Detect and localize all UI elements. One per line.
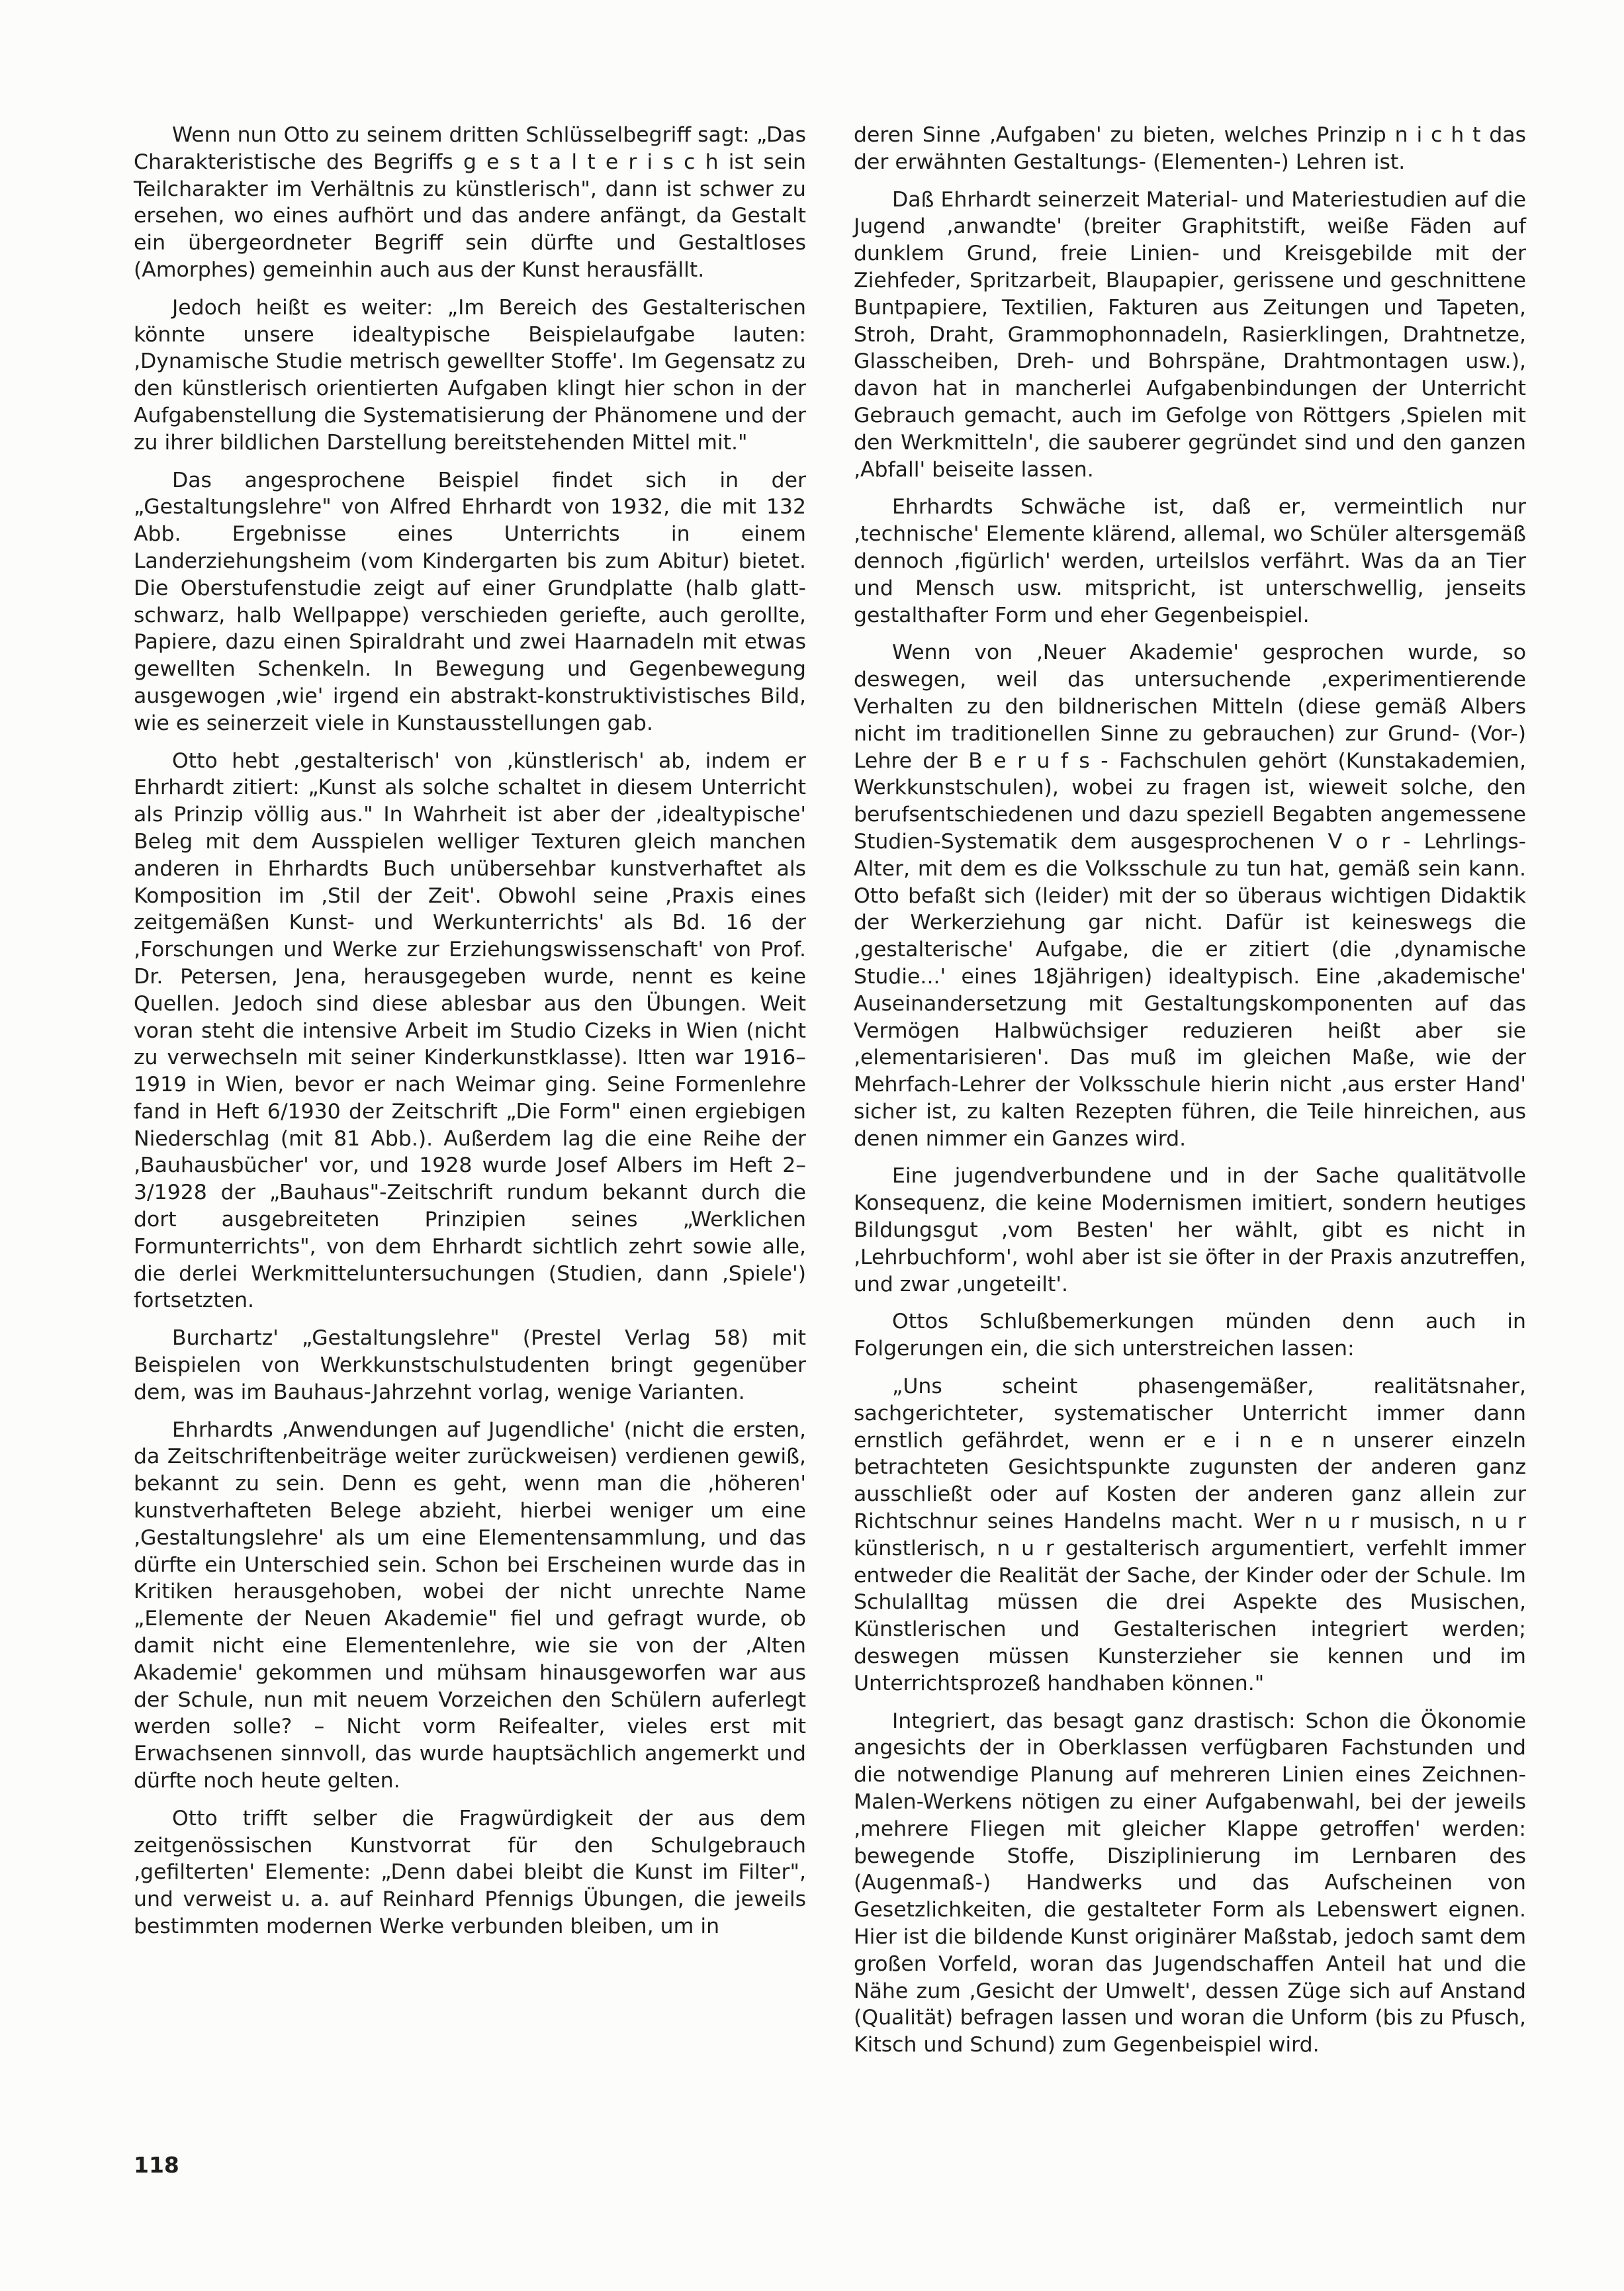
paragraph: Otto trifft selber die Fragwürdigkeit der aus dem zeitgenössischen Kunstvorrat für den Schulgebrauch ‚gefilterten' Elemente: „Denn dabei bleibt die Kunst im Filter", und verweist u. a. auf Reinhard Pfennigs Übungen, die jeweils bestimmten modernen Werke verbunden bleiben, um in	[134, 1806, 806, 1938]
right-column	[854, 122, 1526, 2069]
paragraph-continuation: deren Sinne ‚Aufgaben' zu bieten, welches Prinzip n i c h t das der erwähnten Gestaltungs- (Elementen-) Lehren ist.	[854, 123, 1526, 174]
paragraph: Ehrhardts ‚Anwendungen auf Jugendliche' (nicht die ersten, da Zeitschriftenbeiträge weiter zurückweisen) verdienen gewiß, bekannt zu sein. Denn es geht, wenn man die ‚höheren' kunstverhafteten Belege abzieht, hierbei weniger um eine ‚Gestaltungslehre' als um eine Elementensammlung, und das dürfte ein Unterschied sein. Schon bei Erscheinen wurde das in Kritiken herausgehoben, wobei der nicht unrechte Name „Elemente der Neuen Akademie" fiel und gefragt wurde, ob damit nicht eine Elementenlehre, wie sie von der ‚Alten Akademie' gekommen und mühsam hinausgeworfen war aus der Schule, nun mit neuem Vorzeichen den Schülern auferlegt werden solle? – Nicht vorm Reifealter, vieles erst mit Erwachsenen sinnvoll, das wurde hauptsächlich angemerkt und dürfte noch heute gelten.	[134, 1417, 806, 1793]
paragraph: Integriert, das besagt ganz drastisch: Schon die Ökonomie angesichts der in Oberklassen verfügbaren Fachstunden und die notwendige Planung auf mehreren Linien eines Zeichnen-Malen-Werkens nötigen zu einer Aufgabenwahl, bei der jeweils ‚mehrere Fliegen mit gleicher Klappe getroffen' werden: bewegende Stoffe, Disziplinierung im Lernbaren des (Augenmaß-) Handwerks und das Aufscheinen von Gesetzlichkeiten, die gestalteter Form als Lebenswert eignen. Hier ist die bildende Kunst originärer Maßstab, jedoch samt dem großen Vorfeld, woran das Jugendschaffen Anteil hat und die Nähe zum ‚Gesicht der Umwelt', dessen Züge sich auf Anstand (Qualität) befragen lassen und woran die Unform (bis zu Pfusch, Kitsch und Schund) zum Gegenbeispiel wird.	[854, 1709, 1526, 2057]
paragraph: Daß Ehrhardt seinerzeit Material- und Materiestudien auf die Jugend ‚anwandte' (breiter Graphitstift, weiße Fäden auf dunklem Grund, freie Linien- und Kreisgebilde mit der Ziehfeder, Spritzarbeit, Blaupapier, gerissene und geschnittene Buntpapiere, Textilien, Fakturen aus Zeitungen und Tapeten, Stroh, Draht, Grammophonnadeln, Rasierklingen, Drahtnetze, Glasscheiben, Dreh- und Bohrspäne, Drahtmontagen usw.), davon hat in mancherlei Aufgabenbindungen der Unterricht Gebrauch gemacht, auch im Gefolge von Röttgers ‚Spielen mit den Werkmitteln', die sauberer gegründet sind und den ganzen ‚Abfall' beiseite lassen.	[854, 187, 1526, 482]
paragraph: Das angesprochene Beispiel findet sich in der „Gestaltungslehre" von Alfred Ehrhardt von 1932, die mit 132 Abb. Ergebnisse eines Unterrichts in einem Landerziehungsheim (vom Kindergarten bis zum Abitur) bietet. Die Oberstufenstudie zeigt auf einer Grundplatte (halb glatt-schwarz, halb Wellpappe) verschieden geriefte, auch gerollte, Papiere, dazu einen Spiraldraht und zwei Haarnadeln mit etwas gewellten Schenkeln. In Bewegung und Gegenbewegung ausgewogen ‚wie' irgend ein abstrakt-konstruktivistisches Bild, wie es seinerzeit viele in Kunstausstellungen gab.	[134, 468, 806, 735]
paragraph: Ottos Schlußbemerkungen münden denn auch in Folgerungen ein, die sich unterstreichen lassen:	[854, 1310, 1526, 1361]
paragraph: Otto hebt ‚gestalterisch' von ‚künstlerisch' ab, indem er Ehrhardt zitiert: „Kunst als solche schaltet in diesem Unterricht als Prinzip völlig aus." In Wahrheit ist aber der ‚idealtypische' Beleg mit dem Ausspielen welliger Texturen gleich manchen anderen in Ehrhardts Buch unübersehbar kunstverhaftet als Komposition im ‚Stil der Zeit'. Obwohl seine ‚Praxis eines zeitgemäßen Kunst- und Werkunterrichts' als Bd. 16 der ‚Forschungen und Werke zur Erziehungswissenschaft' von Prof. Dr. Petersen, Jena, herausgegeben wurde, nennt es keine Quellen. Jedoch sind diese ablesbar aus den Übungen. Weit voran steht die intensive Arbeit im Studio Cizeks in Wien (nicht zu verwechseln mit seiner Kinderkunstklasse). Itten war 1916–1919 in Wien, bevor er nach Weimar ging. Seine Formenlehre fand in Heft 6/1930 der Zeitschrift „Die Form" einen ergiebigen Niederschlag (mit 81 Abb.). Außerdem lag die eine Reihe der ‚Bauhausbücher' vor, und 1928 wurde Josef Albers im Heft 2–3/1928 der „Bauhaus"-Zeitschrift rundum bekannt durch die dort ausgebreiteten Prinzipien seines „Werklichen Formunterrichts", von dem Ehrhardt sichtlich zehrt sowie alle, die derlei Werkmitteluntersuchungen (Studien, dann ‚Spiele') fortsetzten.	[134, 748, 806, 1313]
left-column	[134, 122, 806, 1951]
block-quote: „Uns scheint phasengemäßer, realitätsnaher, sachgerichteter, systematischer Unterricht immer dann ernstlich gefährdet, wenn er e i n e n unserer einzeln betrachteten Gesichtspunkte zugunsten der anderen ganz ausschließt oder auf Kosten der anderen ganz allein zur Richtschnur seines Handelns macht. Wer n u r musisch, n u r künstlerisch, n u r gestalterisch argumentiert, verfehlt immer entweder die Realität der Sache, der Kinder oder der Schule. Im Schulalltag müssen die drei Aspekte des Musischen, Künstlerischen und Gestalterischen integriert werden; deswegen müssen Kunsterzieher sie kennen und im Unterrichtsprozeß handhaben können."	[854, 1374, 1526, 1695]
paragraph: Eine jugendverbundene und in der Sache qualitätvolle Konsequenz, die keine Modernismen imitiert, sondern heutiges Bildungsgut ‚vom Besten' her wählt, gibt es nicht in ‚Lehrbuchform', wohl aber ist sie öfter in der Praxis anzutreffen, und zwar ‚ungeteilt'.	[854, 1164, 1526, 1296]
paragraph: Wenn nun Otto zu seinem dritten Schlüsselbegriff sagt: „Das Charakteristische des Begriffs g e s t a l t e r i s c h ist sein Teilcharakter im Verhältnis zu künstlerisch", dann ist schwer zu ersehen, wo eines aufhört und das andere anfängt, da Gestalt ein übergeordneter Begriff sein dürfte und Gestaltloses (Amorphes) gemeinhin auch aus der Kunst herausfällt.	[134, 123, 806, 282]
page-number: 118	[134, 2152, 179, 2178]
paragraph: Burchartz' „Gestaltungslehre" (Prestel Verlag 58) mit Beispielen von Werkkunstschulstudenten bringt gegenüber dem, was im Bauhaus-Jahrzehnt vorlag, wenige Varianten.	[134, 1326, 806, 1404]
paragraph: Ehrhardts Schwäche ist, daß er, vermeintlich nur ‚technische' Elemente klärend, allemal, wo Schüler altersgemäß dennoch ‚figürlich' werden, urteilslos verfährt. Was da an Tier und Mensch usw. mitspricht, ist unterschwellig, jenseits gestalthafter Form und eher Gegenbeispiel.	[854, 495, 1526, 627]
paragraph: Jedoch heißt es weiter: „Im Bereich des Gestalterischen könnte unsere idealtypische Beispielaufgabe lauten: ‚Dynamische Studie metrisch gewellter Stoffe'. Im Gegensatz zu den künstlerisch orientierten Aufgaben klingt hier schon in der Aufgabenstellung die Systematisierung der Phänomene und der zu ihrer bildlichen Darstellung bereitstehenden Mittel mit."	[134, 295, 806, 455]
paragraph: Wenn von ‚Neuer Akademie' gesprochen wurde, so deswegen, weil das untersuchende ‚experimentierende Verhalten zu den bildnerischen Mitteln (diese gemäß Albers nicht im traditionellen Sinne zu gebrauchen) zur Grund- (Vor-) Lehre der B e r u f s - Fachschulen gehört (Kunstakademien, Werkkunstschulen), wobei zu fragen ist, wieweit solche, den berufsentschiedenen und dazu speziell Begabten angemessene Studien-Systematik dem ausgesprochenen V o r - Lehrlings-Alter, mit dem es die Volksschule zu tun hat, gemäß sein kann. Otto befaßt sich (leider) mit der so überaus wichtigen Didaktik der Werkerziehung gar nicht. Dafür ist keineswegs die ‚gestalterische' Aufgabe, die er zitiert (die ‚dynamische Studie...' eines 18jährigen) idealtypisch. Eine ‚akademische' Auseinandersetzung mit Gestaltungskomponenten auf das Vermögen Halbwüchsiger reduzieren heißt aber sie ‚elementarisieren'. Das muß im gleichen Maße, wie der Mehrfach-Lehrer der Volksschule hierin nicht ‚aus erster Hand' sicher ist, zu kalten Rezepten führen, die Teile hinreichen, aus denen nimmer ein Ganzes wird.	[854, 641, 1526, 1151]
